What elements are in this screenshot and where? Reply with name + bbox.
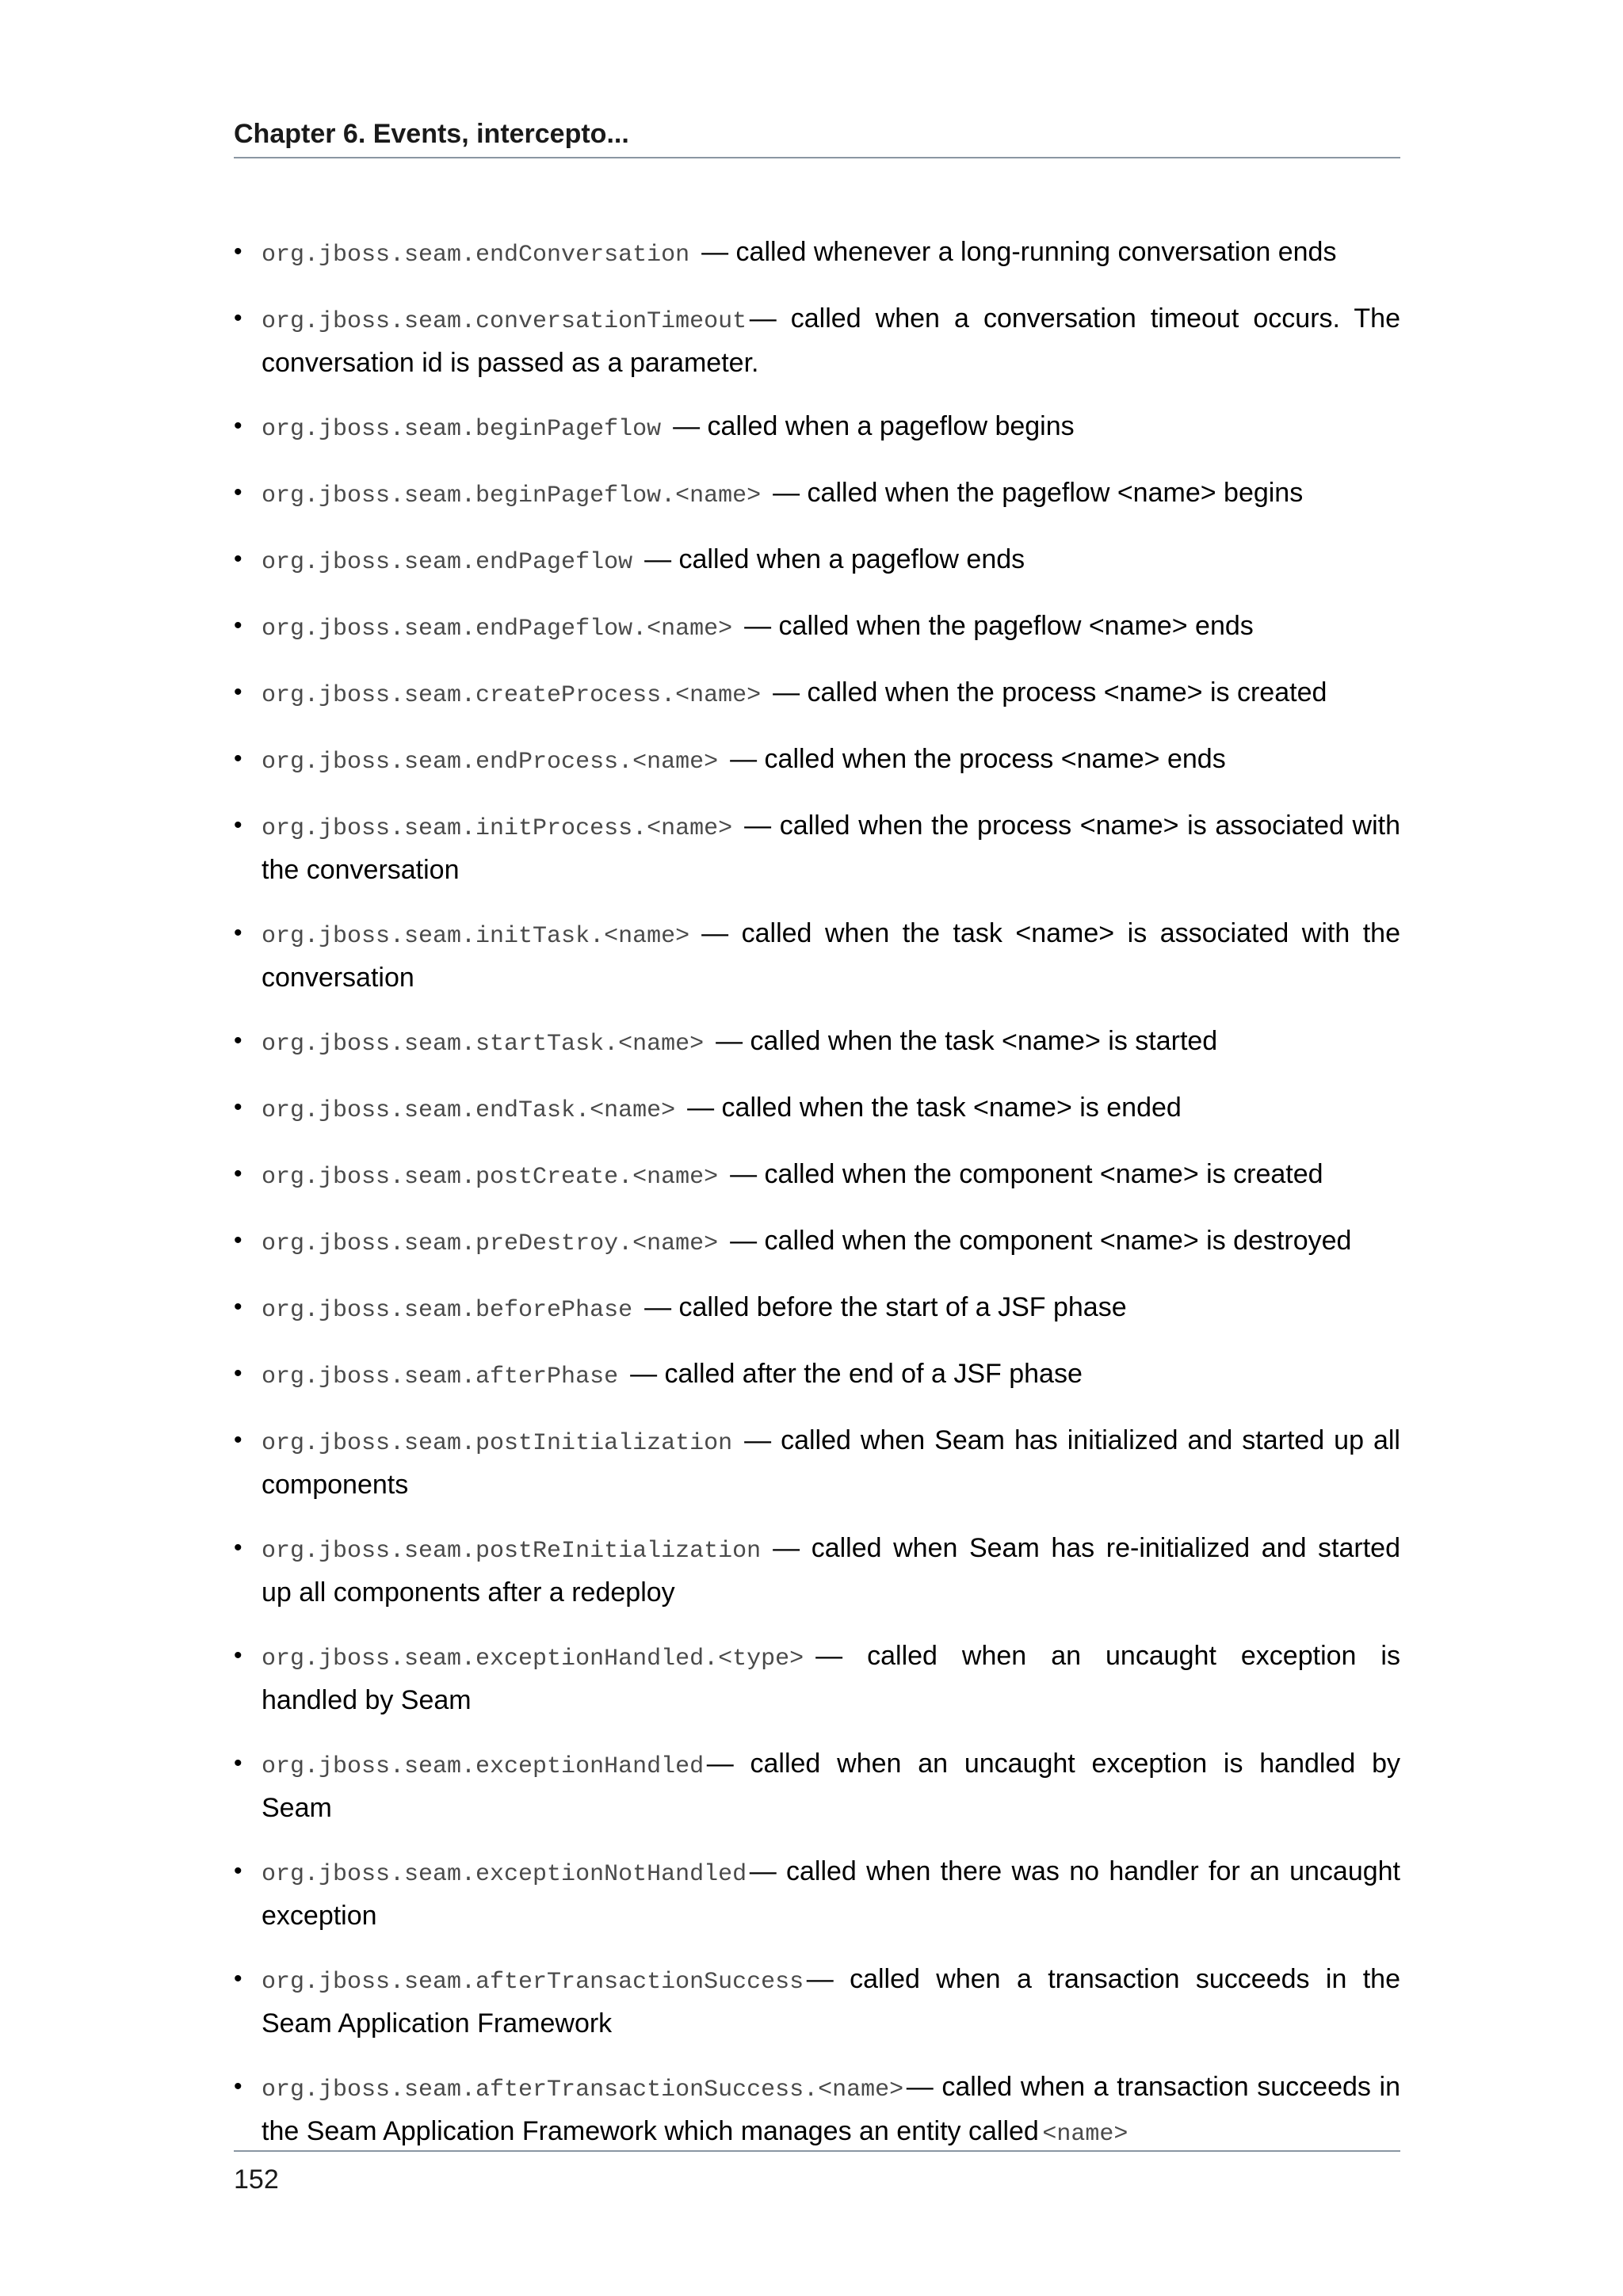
event-description: — called when the pageflow <name> begins: [773, 478, 1304, 508]
event-name: org.jboss.seam.startTask.<name>: [262, 1031, 705, 1058]
list-item: [234, 672, 1400, 716]
event-name: org.jboss.seam.postInitialization: [262, 1430, 733, 1457]
event-name: org.jboss.seam.exceptionHandled.<type>: [262, 1646, 804, 1672]
event-description: — called when there was no handler for an uncaught exception: [262, 1856, 1400, 1931]
event-description: — called when an uncaught exception is handled by Seam: [262, 1641, 1400, 1715]
list-item: [234, 472, 1400, 517]
list-item: [234, 1851, 1400, 1936]
list-item: [234, 805, 1400, 891]
event-name: org.jboss.seam.preDestroy.<name>: [262, 1230, 719, 1257]
list-item: [234, 1743, 1400, 1829]
list-item: [234, 406, 1400, 450]
event-description: — called when a transaction succeeds in the Seam Application Framework: [262, 1964, 1400, 2039]
event-description: — called when the process <name> is created: [773, 677, 1327, 707]
event-description: — called when the process <name> is associated with the conversation: [262, 810, 1400, 885]
event-description: — called when Seam has re-initialized and started up all components after a redeploy: [262, 1533, 1400, 1608]
list-item: [234, 2066, 1400, 2155]
event-name: org.jboss.seam.afterTransactionSuccess.<name>: [262, 2077, 904, 2103]
event-name: org.jboss.seam.endPageflow: [262, 549, 633, 576]
list-item: [234, 738, 1400, 783]
event-description: — called after the end of a JSF phase: [630, 1359, 1083, 1389]
event-name: org.jboss.seam.endConversation: [262, 242, 690, 269]
event-name: org.jboss.seam.exceptionHandled: [262, 1753, 705, 1780]
list-item: [234, 1220, 1400, 1264]
chapter-title: Chapter 6. Events, intercepto...: [234, 119, 629, 149]
list-item: [234, 605, 1400, 650]
event-description: — called when the pageflow <name> ends: [744, 611, 1254, 641]
list-item: [234, 1087, 1400, 1131]
list-item: [234, 1287, 1400, 1331]
event-description: — called when the task <name> is ended: [687, 1093, 1182, 1123]
event-name: org.jboss.seam.afterPhase: [262, 1363, 619, 1390]
event-name: org.jboss.seam.postCreate.<name>: [262, 1164, 719, 1191]
event-name: org.jboss.seam.beginPageflow: [262, 416, 662, 443]
list-item: [234, 539, 1400, 583]
list-item: [234, 1020, 1400, 1065]
list-item: [234, 1527, 1400, 1613]
list-item: [234, 913, 1400, 998]
event-list: [234, 231, 1400, 2177]
list-item: [234, 1420, 1400, 1505]
event-name: org.jboss.seam.initTask.<name>: [262, 923, 690, 950]
event-name: org.jboss.seam.beforePhase: [262, 1297, 633, 1324]
event-description: — called when a pageflow ends: [644, 544, 1025, 574]
event-name: org.jboss.seam.initProcess.<name>: [262, 815, 733, 842]
list-item: [234, 1353, 1400, 1398]
list-item: [234, 298, 1400, 383]
event-name: org.jboss.seam.beginPageflow.<name>: [262, 482, 762, 509]
event-name: org.jboss.seam.exceptionNotHandled: [262, 1861, 747, 1888]
event-name: org.jboss.seam.postReInitialization: [262, 1538, 762, 1565]
event-description: — called when a pageflow begins: [673, 411, 1075, 441]
event-description: — called when a conversation timeout occurs. The conversation id is passed as a parameter.: [262, 303, 1400, 378]
list-item: [234, 1958, 1400, 2044]
page-number: 152: [234, 2164, 279, 2195]
event-description: — called when a transaction succeeds in the Seam Application Framework which manages an entity called: [262, 2072, 1400, 2146]
event-description: — called when Seam has initialized and started up all components: [262, 1425, 1400, 1500]
page-footer: [234, 2150, 1400, 2195]
event-name: org.jboss.seam.createProcess.<name>: [262, 682, 762, 709]
event-description: — called whenever a long-running conversation ends: [701, 237, 1337, 267]
event-description: — called when an uncaught exception is handled by Seam: [262, 1749, 1400, 1823]
list-item: [234, 1154, 1400, 1198]
event-description: — called when the component <name> is created: [730, 1159, 1323, 1189]
event-description: — called when the process <name> ends: [730, 744, 1226, 774]
list-item: [234, 1635, 1400, 1721]
event-description: — called before the start of a JSF phase: [644, 1292, 1127, 1322]
list-item: [234, 231, 1400, 276]
event-name: org.jboss.seam.endProcess.<name>: [262, 749, 719, 776]
event-name: org.jboss.seam.endPageflow.<name>: [262, 616, 733, 643]
event-description: — called when the component <name> is destroyed: [730, 1226, 1352, 1256]
page-header: [234, 116, 1400, 158]
event-name: org.jboss.seam.conversationTimeout: [262, 308, 747, 335]
entity-name-code: <name>: [1042, 2121, 1128, 2148]
event-description: — called when the task <name> is started: [716, 1026, 1218, 1056]
event-name: org.jboss.seam.afterTransactionSuccess: [262, 1969, 804, 1996]
event-description: — called when the task <name> is associated with the conversation: [262, 918, 1400, 993]
event-name: org.jboss.seam.endTask.<name>: [262, 1097, 676, 1124]
